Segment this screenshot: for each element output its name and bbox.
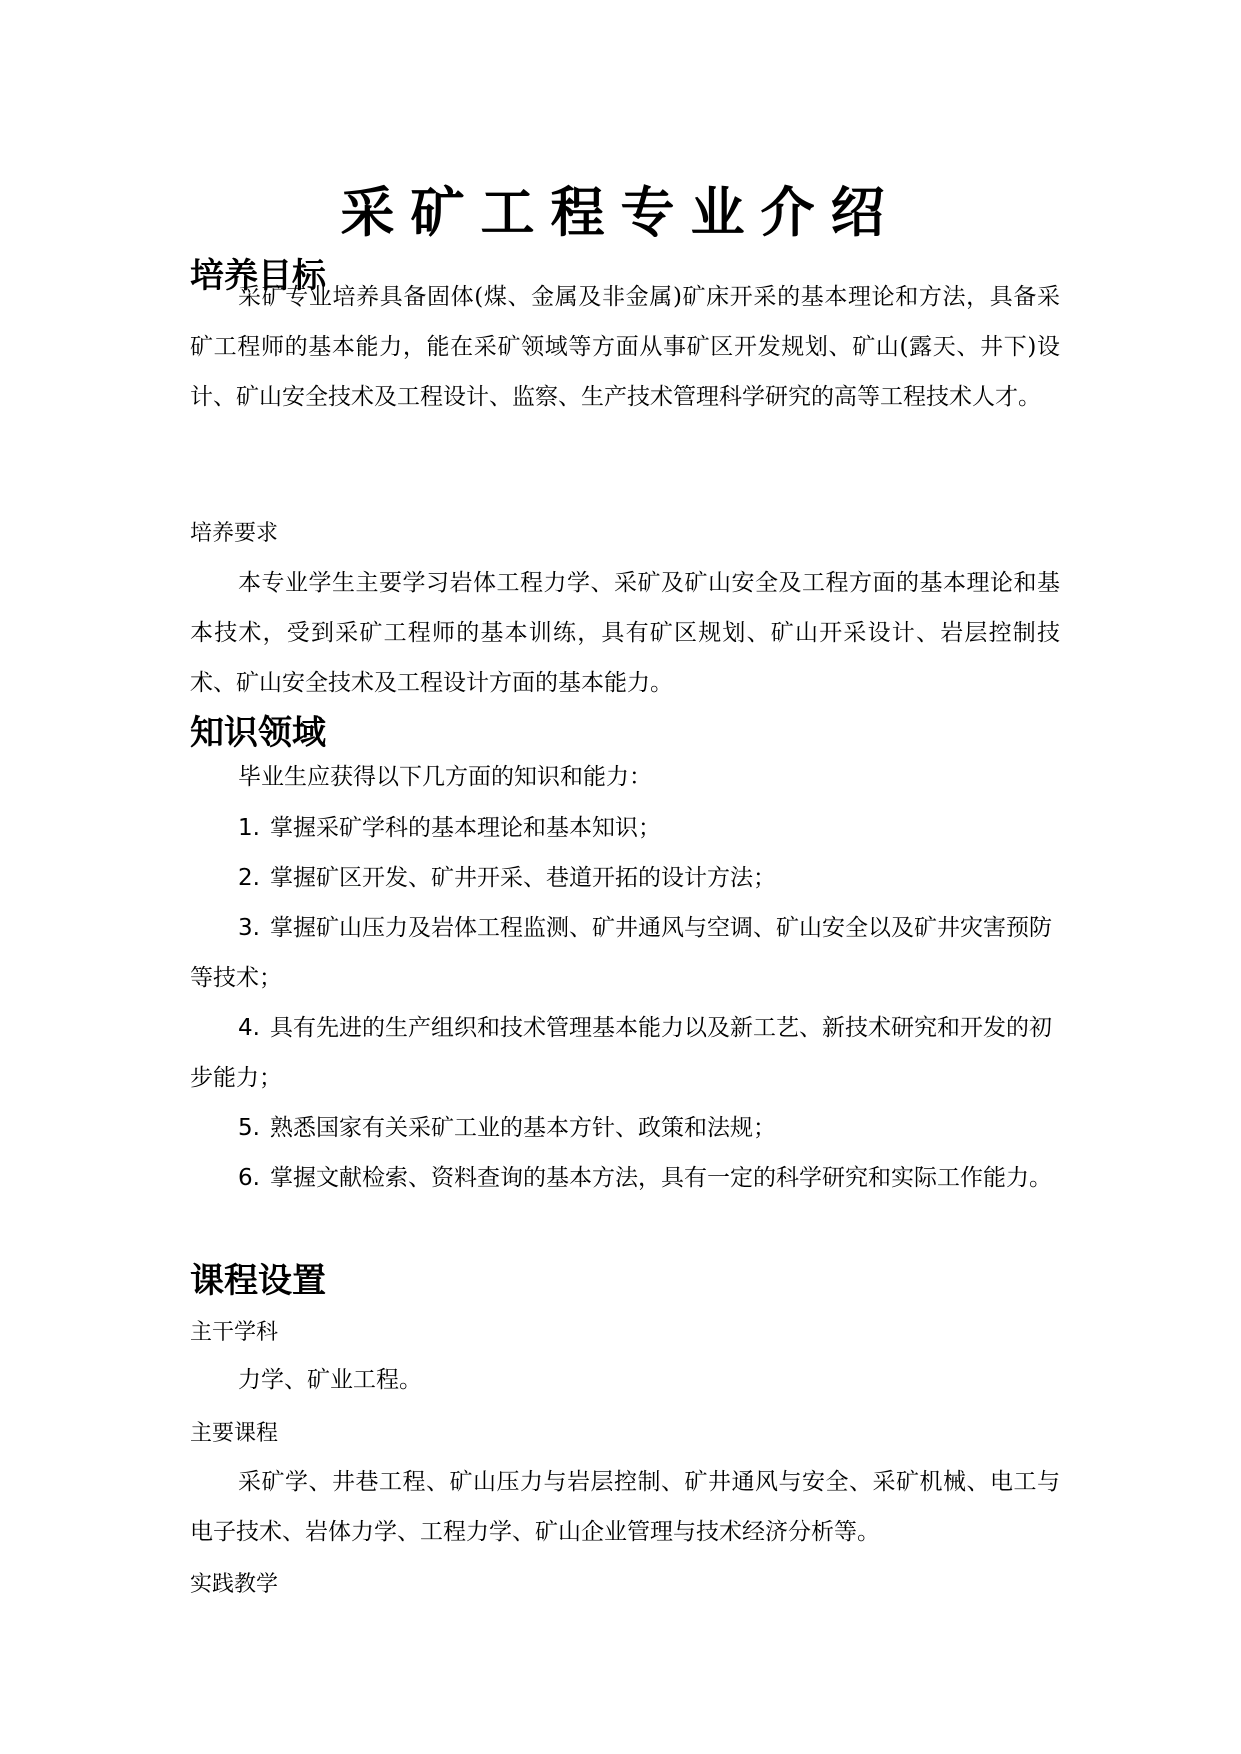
list-item: 1. 掌握采矿学科的基本理论和基本知识； <box>238 815 661 841</box>
paragraph-training-requirement: 本专业学生主要学习岩体工程力学、采矿及矿山安全及工程方面的基本理论和基本技术，受到采矿工程师的基本训练，具有矿区规划、矿山开采设计、岩层控制技术、矿山安全技术及工程设计方面的基本能力。 <box>190 570 1060 696</box>
label-main-courses: 主要课程 <box>190 1421 279 1446</box>
heading-knowledge-area: 知识领域 <box>190 713 326 753</box>
label-practice-teaching: 实践教学 <box>190 1572 279 1597</box>
paragraph-training-goal: 采矿专业培养具备固体(煤、金属及非金属)矿床开采的基本理论和方法，具备采矿工程师的基本能力，能在采矿领域等方面从事矿区开发规划、矿山(露天、井下)设计、矿山安全技术及工程设计、监察、生产技术管理科学研究的高等工程技术人才。 <box>190 284 1060 410</box>
paragraph-main-subject: 力学、矿业工程。 <box>238 1367 422 1393</box>
document-title: 采矿工程专业介绍 <box>340 180 901 244</box>
heading-training-goal: 培养目标 <box>190 256 326 296</box>
label-training-requirement: 培养要求 <box>190 521 279 546</box>
list-item: 5. 熟悉国家有关采矿工业的基本方针、政策和法规； <box>238 1115 776 1141</box>
list-item: 4. 具有先进的生产组织和技术管理基本能力以及新工艺、新技术研究和开发的初步能力； <box>190 1015 1052 1091</box>
heading-course-setup: 课程设置 <box>190 1261 326 1301</box>
label-main-subject: 主干学科 <box>190 1320 279 1345</box>
list-item: 6. 掌握文献检索、资料查询的基本方法，具有一定的科学研究和实际工作能力。 <box>238 1165 1052 1191</box>
paragraph-knowledge-intro: 毕业生应获得以下几方面的知识和能力： <box>238 764 652 790</box>
list-item: 2. 掌握矿区开发、矿井开采、巷道开拓的设计方法； <box>238 865 776 891</box>
paragraph-main-courses: 采矿学、井巷工程、矿山压力与岩层控制、矿井通风与安全、采矿机械、电工与电子技术、岩体力学、工程力学、矿山企业管理与技术经济分析等。 <box>190 1469 1060 1545</box>
list-item: 3. 掌握矿山压力及岩体工程监测、矿井通风与空调、矿山安全以及矿井灾害预防等技术； <box>190 915 1052 991</box>
